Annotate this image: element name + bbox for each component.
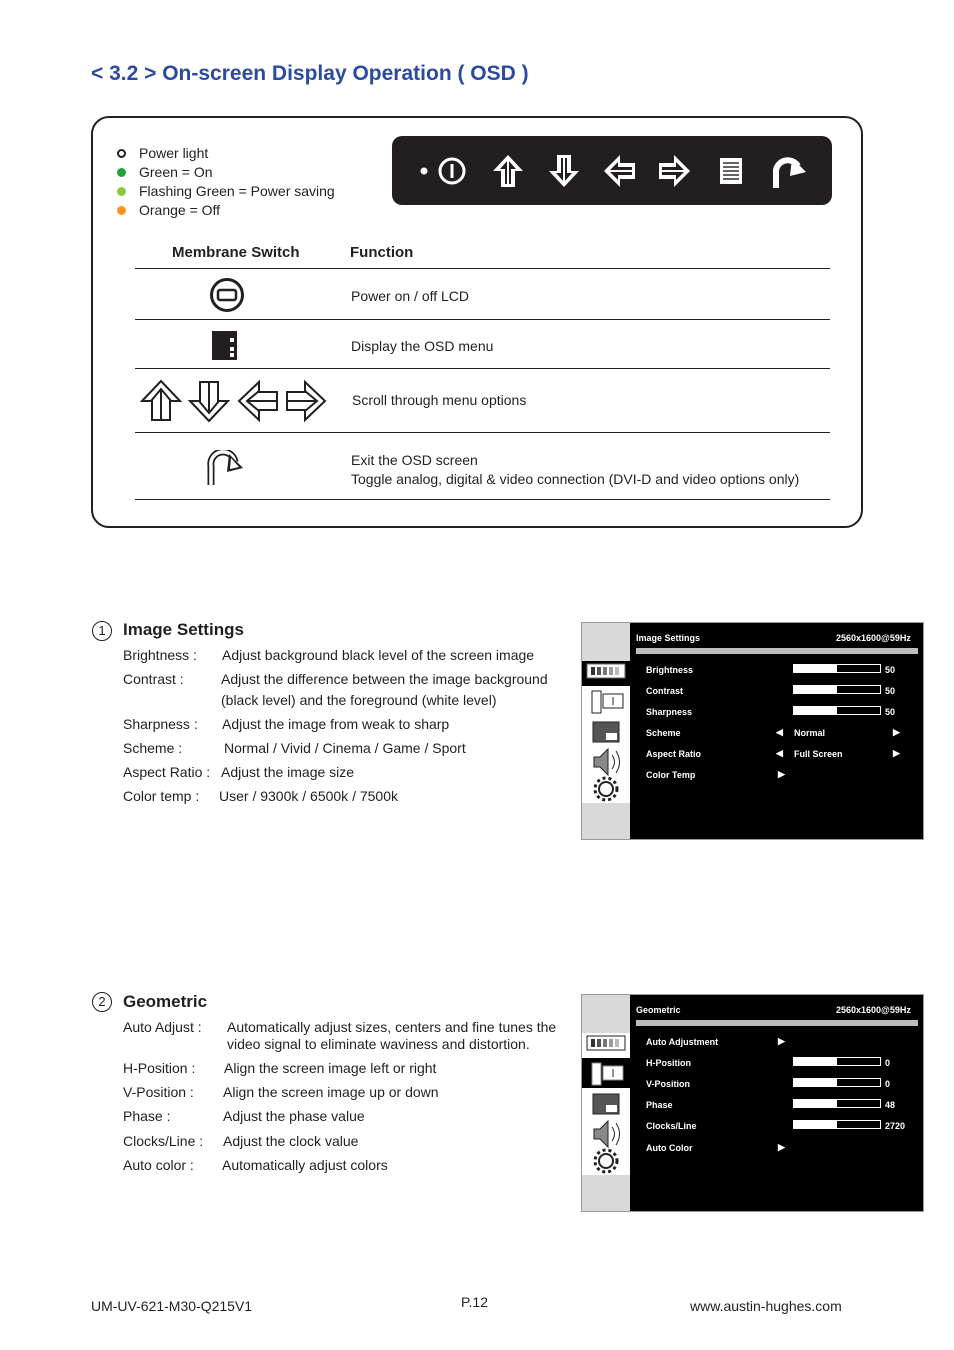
triangle-left-icon: ◀ [776,727,783,737]
menu-key-icon [720,158,742,184]
setting-label: Auto Adjust : [123,1019,202,1035]
legend-item: Orange = Off [139,202,335,221]
legend-item: Green = On [139,164,335,183]
setting-desc: Automatically adjust sizes, centers and fine tunes the [227,1019,557,1035]
menu-button-icon [212,331,238,360]
function-text: Scroll through menu options [352,392,527,408]
osd-row-label: Clocks/Line [646,1121,697,1131]
osd-row-label: Auto Adjustment [646,1037,719,1047]
setting-desc: Align the screen image left or right [224,1060,437,1076]
settings-gear-icon [595,778,617,800]
osd-row-value: 50 [885,707,896,717]
keypad-illustration [392,136,832,206]
osd-sidebar-icons [582,1033,630,1175]
osd-row-option: Normal [794,728,826,738]
power-button-icon [209,277,245,313]
triangle-right-icon: ▶ [778,769,785,779]
osd-value-bar [793,1078,881,1087]
osd-row-value: 50 [885,686,896,696]
setting-label: Brightness : [123,647,197,663]
image-settings-icon [587,1036,625,1050]
setting-desc: video signal to eliminate waviness and distortion. [227,1036,530,1052]
power-light-dot-icon [117,149,126,158]
geometric-icon [592,691,623,713]
setting-label: Clocks/Line : [123,1133,204,1149]
footer-website: www.austin-hughes.com [690,1298,842,1314]
setting-label: Auto color : [123,1157,194,1173]
setting-label: Contrast : [123,671,184,687]
osd-value-bar [793,1120,881,1129]
window-icon [593,1094,619,1114]
osd-row-option: Full Screen [794,749,843,759]
osd-divider [636,1020,918,1026]
flashing-green-dot-icon [117,187,126,196]
section-heading: Image Settings [123,620,244,639]
osd-resolution: 2560x1600@59Hz [836,633,911,643]
function-header: Function [350,244,414,261]
osd-image-settings-screenshot [581,622,924,840]
function-text: Display the OSD menu [351,338,494,354]
setting-label: Aspect Ratio : [123,764,211,780]
setting-desc: Adjust the clock value [223,1133,359,1149]
osd-row-label: Contrast [646,686,684,696]
osd-row-label: H-Position [646,1058,691,1068]
osd-value-bar [793,706,881,715]
membrane-switch-header: Membrane Switch [172,244,300,261]
divider [135,499,830,500]
speaker-icon [594,749,620,775]
speaker-icon [594,1121,620,1147]
exit-arrow-icon [207,450,245,486]
function-text: Power on / off LCD [351,288,470,304]
section-heading: Geometric [123,992,208,1011]
setting-desc: Align the screen image up or down [223,1084,439,1100]
triangle-left-icon: ◀ [776,748,783,758]
osd-row-value: 48 [885,1100,896,1110]
left-arrow-icon [239,382,277,420]
footer-page-number: P.12 [461,1294,488,1310]
right-arrow-icon [287,382,325,420]
triangle-right-icon: ▶ [893,727,900,737]
legend-item: Power light [139,145,335,164]
green-dot-icon [117,168,126,177]
arrow-buttons-icon [138,378,330,424]
osd-row-value: 0 [885,1058,891,1068]
setting-label: Color temp : [123,788,200,804]
setting-label: V-Position : [123,1084,194,1100]
setting-label: Scheme : [123,740,183,756]
osd-row-label: Scheme [646,728,681,738]
setting-desc: Adjust the image size [221,764,355,780]
power-light-legend [139,145,335,221]
osd-resolution: 2560x1600@59Hz [836,1005,911,1015]
function-text: Toggle analog, digital & video connection (DVI-D and video options only) [351,471,800,487]
triangle-right-icon: ▶ [778,1036,785,1046]
osd-value-bar [793,1099,881,1108]
osd-value-bar [793,664,881,673]
osd-value-bar [793,685,881,694]
setting-label: H-Position : [123,1060,196,1076]
power-led-icon [421,168,428,175]
divider [135,319,830,320]
setting-desc: (black level) and the foreground (white level) [221,692,497,708]
osd-row-label: Color Temp [646,770,696,780]
osd-row-label: Aspect Ratio [646,749,702,759]
image-settings-icon [587,664,625,678]
down-arrow-icon [190,382,228,421]
triangle-right-icon: ▶ [893,748,900,758]
settings-gear-icon [595,1150,617,1172]
setting-label: Phase : [123,1108,171,1124]
function-text: Exit the OSD screen [351,452,478,468]
osd-divider [636,648,918,654]
osd-row-label: V-Position [646,1079,691,1089]
setting-desc: Adjust the phase value [223,1108,365,1124]
orange-dot-icon [117,206,126,215]
legend-item: Flashing Green = Power saving [139,183,335,202]
setting-desc: Adjust background black level of the screen image [222,647,535,663]
osd-row-label: Phase [646,1100,673,1110]
divider [135,268,830,269]
divider [135,368,830,369]
osd-geometric-screenshot [581,994,924,1212]
divider [135,432,830,433]
osd-title: Image Settings [636,633,701,643]
section-number: 2 [92,992,112,1012]
setting-desc: Normal / Vivid / Cinema / Game / Sport [224,740,466,756]
footer-doc-id: UM-UV-621-M30-Q215V1 [91,1298,253,1314]
osd-row-label: Auto Color [646,1143,693,1153]
osd-value-bar [793,1057,881,1066]
triangle-right-icon: ▶ [778,1142,785,1152]
setting-label: Sharpness : [123,716,198,732]
osd-row-label: Brightness [646,665,694,675]
osd-row-value: 2720 [885,1121,906,1131]
window-icon [593,722,619,742]
osd-row-label: Sharpness [646,707,693,717]
setting-desc: Automatically adjust colors [222,1157,388,1173]
setting-desc: User / 9300k / 6500k / 7500k [219,788,398,804]
setting-desc: Adjust the image from weak to sharp [222,716,450,732]
osd-row-value: 0 [885,1079,891,1089]
page-title: < 3.2 > On-screen Display Operation ( OSD ) [91,62,529,85]
osd-title: Geometric [636,1005,681,1015]
section-number: 1 [92,621,112,641]
geometric-icon [592,1063,623,1085]
osd-sidebar-icons [582,661,630,803]
setting-desc: Adjust the difference between the image background [221,671,548,687]
up-arrow-icon [142,381,180,420]
osd-row-value: 50 [885,665,896,675]
